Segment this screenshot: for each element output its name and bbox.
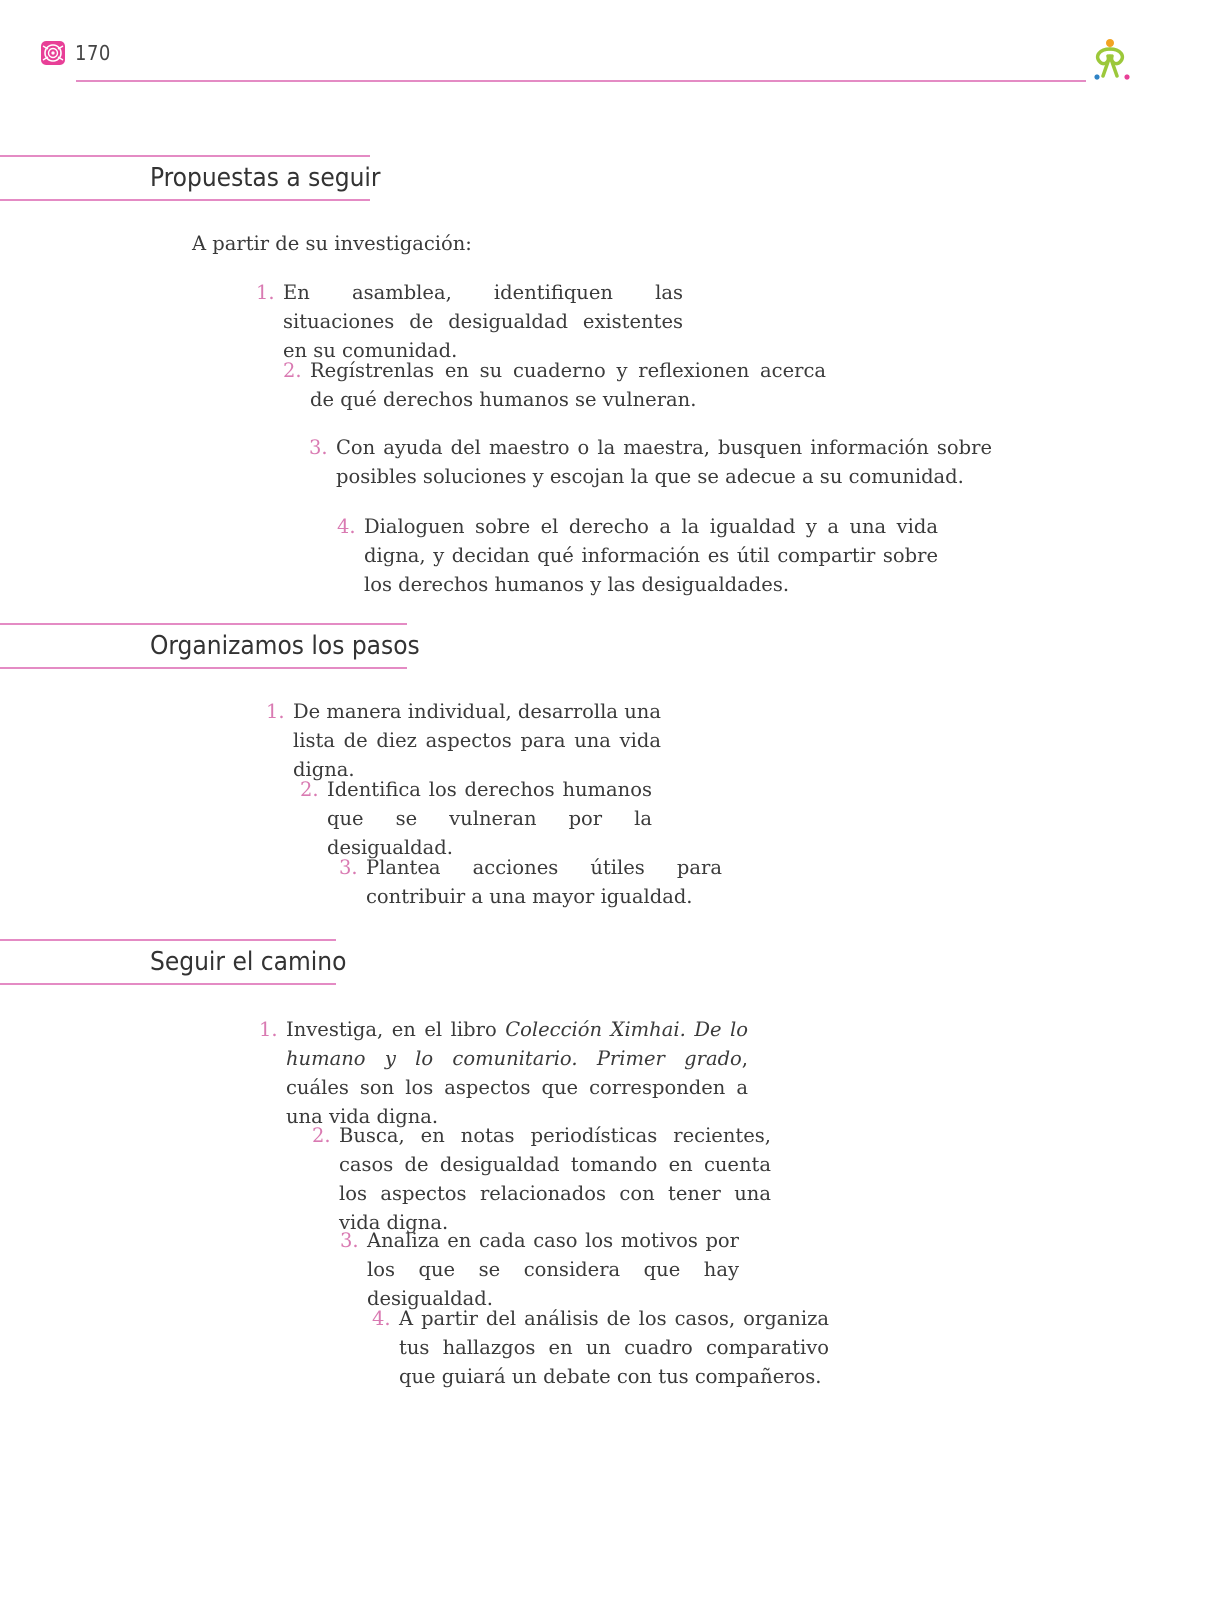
list-item	[266, 697, 661, 784]
list-item	[259, 1015, 748, 1131]
item-number: 3.	[340, 1229, 359, 1252]
item-number: 1.	[266, 700, 285, 723]
item-number: 2.	[300, 778, 319, 801]
list-item	[337, 512, 938, 599]
item-number: 4.	[372, 1307, 391, 1330]
list-item	[300, 775, 652, 862]
item-number: 2.	[283, 359, 302, 382]
section-rule-top	[0, 155, 370, 157]
item-text: Plantea acciones útiles para contribuir a una mayor igualdad.	[366, 856, 722, 908]
section-rule-bottom	[0, 199, 370, 201]
series-logo-icon	[1086, 36, 1136, 86]
item-text-before: Investiga, en el libro	[286, 1018, 506, 1041]
item-text: A partir del análisis de los casos, organiza tus hallazgos en un cuadro comparativo que guiará un debate con tus compañeros.	[399, 1307, 829, 1388]
item-number: 3.	[309, 436, 328, 459]
page-number: 170	[75, 41, 111, 65]
item-number: 1.	[259, 1018, 278, 1041]
list-item	[309, 433, 992, 491]
item-text: Con ayuda del maestro o la maestra, busquen información sobre posibles soluciones y escojan la que se adecue a su comunidad.	[336, 436, 992, 488]
item-number: 4.	[337, 515, 356, 538]
section-title: Propuestas a seguir	[150, 163, 381, 193]
header-rule	[76, 80, 1086, 82]
book-title: Colección Ximhai. De lo humano y lo comunitario. Primer grado	[286, 1018, 748, 1070]
section-title: Seguir el camino	[150, 947, 347, 977]
item-text: Identifica los derechos humanos que se vulneran por la desigualdad.	[327, 778, 652, 859]
item-text: En asamblea, identifiquen las situaciones de desigualdad existentes en su comunidad.	[283, 281, 683, 362]
item-number: 2.	[312, 1124, 331, 1147]
item-text: Dialoguen sobre el derecho a la igualdad y a una vida digna, y decidan qué información es útil compartir sobre los derechos humanos y las desigualdades.	[364, 515, 938, 596]
list-item	[339, 853, 722, 911]
item-number: 3.	[339, 856, 358, 879]
section-rule-top	[0, 939, 336, 941]
section-rule-bottom	[0, 983, 336, 985]
intro-text: A partir de su investigación:	[192, 232, 472, 255]
item-text: Analiza en cada caso los motivos por los que se considera que hay desigualdad.	[367, 1229, 739, 1310]
section-rule-top	[0, 623, 407, 625]
section-rule-bottom	[0, 667, 407, 669]
list-item	[312, 1121, 771, 1237]
item-text-after: , cuáles son los aspectos que corresponden a una vida digna.	[286, 1047, 748, 1128]
item-number: 1.	[256, 281, 275, 304]
decorative-flower-icon	[40, 40, 66, 66]
list-item	[283, 356, 826, 414]
list-item	[340, 1226, 739, 1313]
item-text: Busca, en notas periodísticas recientes, casos de desigualdad tomando en cuenta los aspectos relacionados con tener una vida digna.	[339, 1124, 771, 1234]
list-item	[372, 1304, 829, 1391]
item-text: De manera individual, desarrolla una lista de diez aspectos para una vida digna.	[293, 700, 661, 781]
section-title: Organizamos los pasos	[150, 631, 420, 661]
list-item	[256, 278, 683, 365]
item-text: Regístrenlas en su cuaderno y reflexionen acerca de qué derechos humanos se vulneran.	[310, 359, 826, 411]
